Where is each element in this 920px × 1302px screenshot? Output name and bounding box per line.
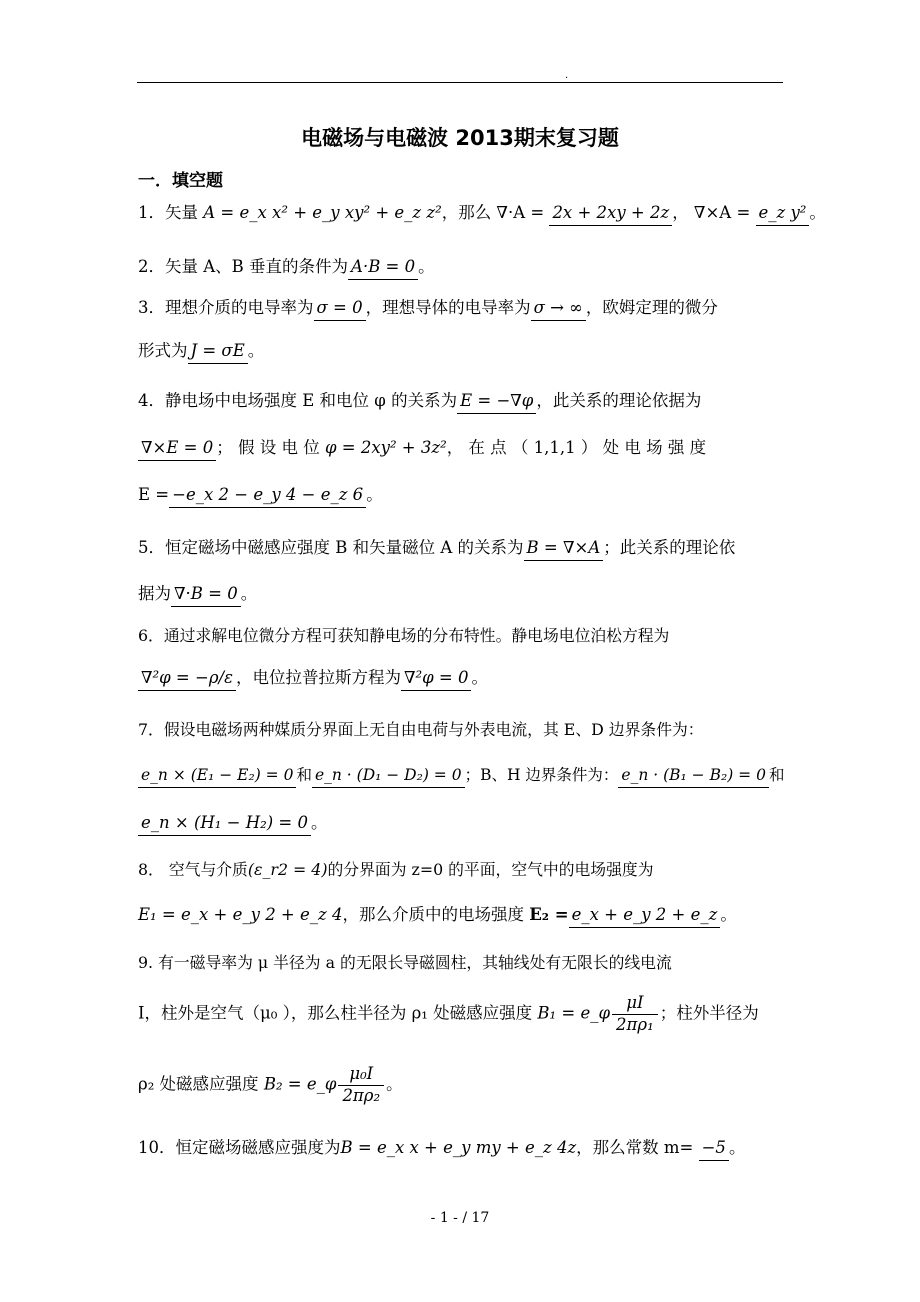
- question-4: [138, 393, 701, 414]
- q8-text-f: 。: [720, 905, 737, 924]
- q6-answer-2: ∇²φ = 0: [401, 670, 472, 691]
- q2-text: 2．矢量 A、B 垂直的条件为: [138, 257, 349, 276]
- q9-num-1: μI: [626, 993, 644, 1012]
- q1-text-d: 。: [809, 203, 826, 222]
- question-6-cont: [138, 670, 488, 691]
- q5-answer-1: B = ∇×A: [524, 540, 604, 561]
- q7-answer-4: e_n × (H₁ − H₂) = 0: [138, 815, 311, 836]
- q3-text: 3．理想介质的电导率为: [138, 298, 314, 317]
- q1-text: 1．矢量: [138, 203, 198, 222]
- question-9: [138, 955, 672, 971]
- question-2: [138, 259, 435, 280]
- question-1: [138, 205, 826, 226]
- q9-text-g: 。: [386, 1074, 403, 1094]
- question-6: [138, 628, 669, 644]
- q8-answer: e_x + e_y 2 + e_z: [569, 907, 721, 928]
- q3-answer-2: σ → ∞: [531, 300, 586, 321]
- q7-answer-1: e_n × (E₁ − E₂) = 0: [138, 768, 296, 788]
- q7-answer-2: e_n · (D₁ − D₂) = 0: [312, 768, 465, 788]
- q9-fraction-1: [612, 995, 658, 1033]
- q5-text-d: 。: [240, 584, 258, 603]
- q4-text-d: ， 在 点 （ 1,1,1 ） 处 电 场 强 度: [446, 438, 707, 457]
- q1-answer-2: e_z y²: [756, 205, 810, 226]
- q8-text-d: ，那么介质中的电场强度: [342, 905, 524, 924]
- header-mark: .: [565, 70, 569, 81]
- q4-answer-2: ∇×E = 0: [138, 440, 216, 461]
- q10-expr: B = e_x x + e_y my + e_z 4z: [340, 1138, 577, 1157]
- question-8: [138, 862, 654, 878]
- q3-answer-3: J = σE: [188, 343, 248, 364]
- question-7-cont: [138, 768, 784, 788]
- q8-text-e: E₂ =: [529, 905, 569, 924]
- question-9-cont: [138, 995, 759, 1033]
- q10-answer: −5: [699, 1140, 729, 1161]
- q8-text: 8． 空气与介质: [138, 860, 248, 879]
- q1-expr: A = e_x x² + e_y xy² + e_z z²: [203, 203, 442, 222]
- q8-expr: (ε_r2 = 4): [247, 860, 328, 879]
- question-5: [138, 540, 735, 561]
- q4-text-c: ； 假 设 电 位: [216, 438, 320, 457]
- q4-text: 4．静电场中电场强度 E 和电位 φ 的关系为: [138, 391, 458, 410]
- q7-text-e: 。: [310, 813, 328, 832]
- q4-answer-1: E = −∇φ: [457, 393, 536, 414]
- q2-answer: A·B = 0: [348, 259, 418, 280]
- question-8-cont: [138, 907, 737, 928]
- q7-answer-3: e_n · (B₁ − B₂) = 0: [618, 768, 769, 788]
- q9-den-1: 2πρ₁: [612, 1014, 658, 1034]
- q8-text-b: 的分界面为 z=0 的平面，空气中的电场强度为: [327, 860, 654, 879]
- q6-text-c: 。: [471, 668, 488, 687]
- q9-text: 9. 有一磁导率为 μ 半径为 a 的无限长导磁圆柱，其轴线处有无限长的线电流: [138, 953, 672, 972]
- header-rule: [137, 82, 783, 83]
- q10-text: 10．恒定磁场磁感应强度为: [138, 1138, 341, 1157]
- q4-expr: φ = 2xy² + 3z²: [324, 438, 447, 457]
- q2-text-b: 。: [418, 257, 435, 276]
- q5-text-b: ；此关系的理论依: [603, 538, 736, 557]
- q9-den-2: 2πρ₂: [338, 1085, 384, 1105]
- q9-text-e: ρ₂ 处磁感应强度: [138, 1074, 259, 1094]
- question-7-cont-2: [138, 815, 327, 836]
- q3-text-b: ，理想导体的电导率为: [365, 298, 531, 317]
- q1-answer-1: 2x + 2xy + 2z: [549, 205, 672, 226]
- q4-text-f: 。: [366, 485, 383, 504]
- q9-text-d: ；柱外半径为: [659, 1003, 759, 1023]
- q1-text-c: ， ∇×A =: [672, 203, 751, 222]
- q7-text-b: 和: [296, 766, 312, 784]
- question-9-cont-2: [138, 1066, 403, 1104]
- page-title: 电磁场与电磁波 2013期末复习题: [301, 126, 619, 150]
- q9-text-b: I，柱外是空气（μ₀ ），那么柱半径为 ρ₁ 处磁感应强度: [138, 1003, 533, 1023]
- q4-text-b: ，此关系的理论依据为: [536, 391, 702, 410]
- q7-text-c: ；B、H 边界条件为：: [464, 766, 619, 784]
- q3-text-e: 。: [247, 341, 265, 360]
- q9-fraction-2: [338, 1066, 384, 1104]
- q8-expr-e1: E₁ = e_x + e_y 2 + e_z 4: [138, 905, 343, 924]
- q3-text-d: 形式为: [138, 341, 188, 360]
- q9-num-2: μ₀I: [349, 1064, 374, 1083]
- question-10: [138, 1140, 745, 1161]
- q7-text-d: 和: [768, 766, 785, 784]
- q5-text: 5．恒定磁场中磁感应强度 B 和矢量磁位 A 的关系为: [138, 538, 524, 557]
- question-7: [138, 722, 704, 738]
- q4-answer-3: −e_x 2 − e_y 4 − e_z 6: [169, 487, 366, 508]
- q3-text-c: ，欧姆定理的微分: [585, 298, 718, 317]
- q6-text-b: ，电位拉普拉斯方程为: [235, 668, 401, 687]
- q10-text-c: 。: [728, 1138, 746, 1157]
- q10-text-b: ，那么常数 m=: [576, 1138, 694, 1157]
- question-3: [138, 300, 718, 321]
- question-4-cont: [138, 440, 706, 461]
- q3-answer-1: σ = 0: [314, 300, 366, 321]
- question-3-cont: [138, 343, 264, 364]
- q1-text-b: ，那么 ∇·A =: [441, 203, 545, 222]
- q4-text-e: E =: [138, 485, 170, 504]
- section-heading: 一．填空题: [138, 171, 223, 191]
- q5-answer-2: ∇·B = 0: [171, 586, 241, 607]
- q6-text: 6．通过求解电位微分方程可获知静电场的分布特性。静电场电位泊松方程为: [138, 626, 670, 645]
- question-4-cont-2: [138, 487, 383, 508]
- q9-expr-b1: B₁ = e_φ: [537, 1003, 611, 1023]
- question-5-cont: [138, 586, 257, 607]
- q9-expr-b2: B₂ = e_φ: [263, 1074, 337, 1094]
- page-number: - 1 - / 17: [430, 1210, 490, 1226]
- q5-text-c: 据为: [138, 584, 171, 603]
- q7-text: 7．假设电磁场两种媒质分界面上无自由电荷与外表电流，其 E、D 边界条件为：: [138, 720, 704, 739]
- q6-answer-1: ∇²φ = −ρ/ε: [138, 670, 236, 691]
